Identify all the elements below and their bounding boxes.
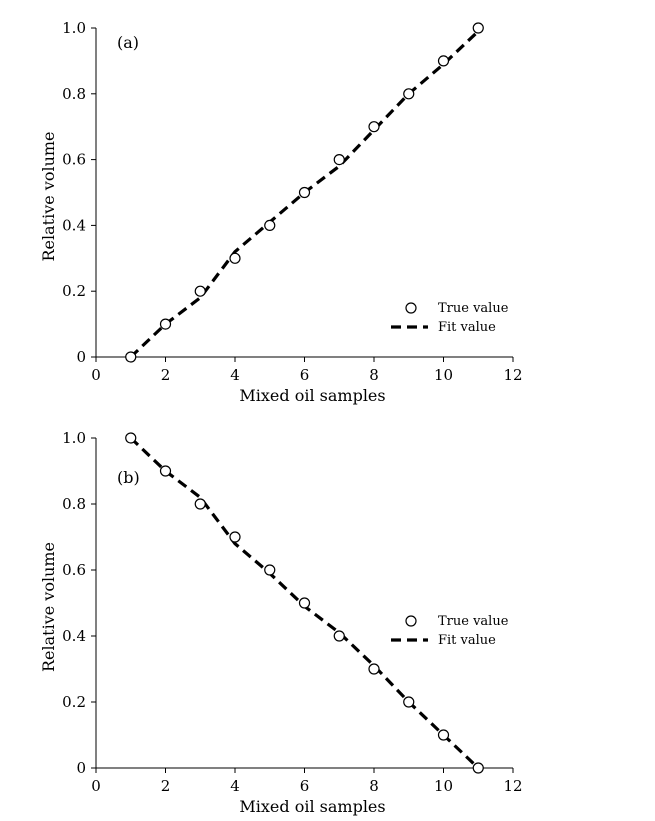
y-axis-title: Relative volume [39,131,58,262]
true-value-point [404,89,414,99]
true-value-point [300,598,310,608]
panel-a [39,19,523,405]
x-tick-label: 2 [160,777,171,795]
x-tick-label: 4 [230,366,240,384]
legend [391,301,509,335]
true-value-point [473,763,483,773]
x-tick-label: 6 [299,366,310,384]
x-tick-label: 0 [91,366,101,384]
true-value-point [369,664,379,674]
y-axis-title: Relative volume [39,541,58,673]
true-value-point [195,499,205,509]
x-tick-label: 6 [299,777,310,795]
true-value-point [265,565,275,575]
y-tick-label: 0.2 [62,693,86,711]
y-tick-label: 0.8 [62,495,86,513]
legend [391,614,509,648]
panel-label: (b) [117,468,140,487]
true-value-point [230,532,240,542]
y-tick-label: 0.8 [62,84,86,103]
x-tick-label: 0 [91,777,101,795]
true-value-point [126,433,136,443]
true-value-point [126,352,136,362]
legend-label: Fit value [438,320,496,335]
x-axis-title: Mixed oil samples [239,386,386,405]
x-tick-label: 10 [433,366,454,384]
true-value-point [473,23,483,33]
x-tick-label: 8 [369,777,379,795]
true-value-point [334,631,344,641]
y-tick-label: 0.4 [62,627,86,645]
panel-b [39,429,523,816]
y-tick-label: 0 [76,348,86,366]
y-tick-label: 0.6 [62,561,86,579]
y-tick-label: 1.0 [62,19,86,37]
y-tick-label: 0.4 [62,216,86,235]
true-value-point [369,122,379,132]
x-tick-label: 4 [230,777,240,795]
true-value-point [334,155,344,165]
x-tick-label: 10 [433,777,454,795]
panel-label: (a) [117,33,140,52]
y-tick-label: 0.6 [62,150,86,169]
true-value-point [195,286,205,296]
y-tick-label: 0.2 [62,282,86,301]
true-value-point [300,188,310,198]
x-axis-title: Mixed oil samples [239,797,386,816]
x-tick-label: 12 [503,777,523,795]
legend-label: True value [438,614,509,629]
true-value-point [439,730,449,740]
true-value-point [265,220,275,230]
true-value-point [230,253,240,263]
legend-circle-icon [406,303,416,313]
legend-circle-icon [406,616,416,626]
x-tick-label: 8 [369,366,379,384]
legend-label: Fit value [438,633,496,648]
y-tick-label: 0 [76,759,86,777]
true-value-point [404,697,414,707]
x-tick-label: 2 [160,366,171,384]
true-value-point [161,466,171,476]
true-value-point [161,319,171,329]
y-tick-label: 1.0 [62,429,86,447]
true-value-point [439,56,449,66]
legend-label: True value [438,301,509,316]
x-tick-label: 12 [503,366,523,384]
